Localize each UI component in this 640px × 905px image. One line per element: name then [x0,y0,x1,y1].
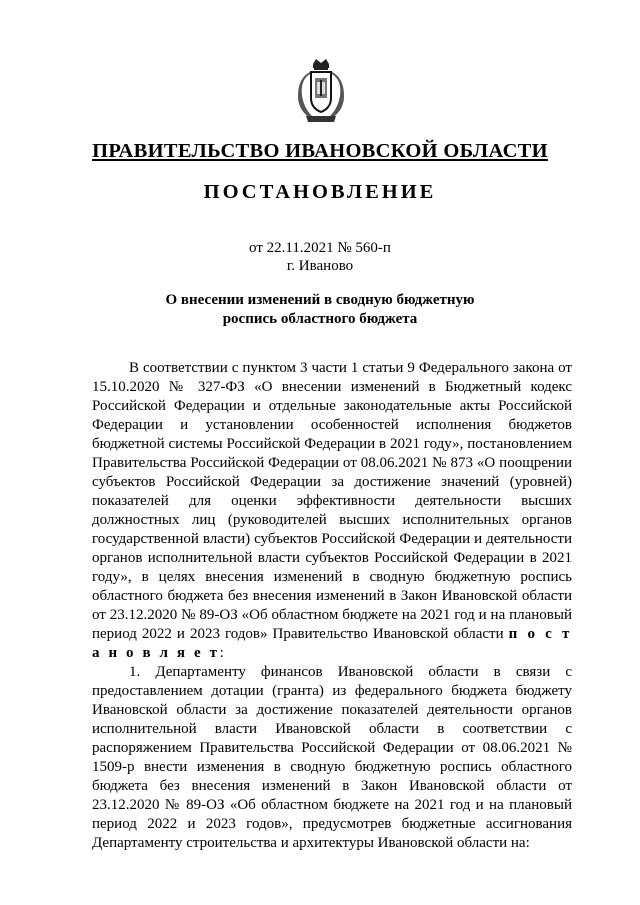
coat-of-arms-icon [296,58,346,126]
clause-1-paragraph: 1. Департаменту финансов Ивановской области в связи с предоставлением дотации (гранта) из федерального бюджета бюджету Ивановской области за достижение показателей деятельности органов исполнительной власти Ивановской области в соответствии с распоряжением Правительства Российской Федерации от 08.06.2021 № 1509-р внести изменения в сводную бюджетную роспись областного бюджета без внесения изменений в Закон Ивановской области от 23.12.2020 № 89-ОЗ «Об областном бюджете на 2021 год и на плановый период 2022 и 2023 годов», предусмотрев бюджетные ассигнования Департаменту строительства и архитектуры Ивановской области на: [92,664,572,851]
subject-line-1: О внесении изменений в сводную бюджетную [165,292,475,308]
document-body [92,359,572,853]
subject-line-2: роспись областного бюджета [222,311,418,327]
preamble-paragraph [92,359,572,663]
document-subject [0,291,640,329]
preamble-text: В соответствии с пунктом 3 части 1 статьи 9 Федерального закона от 15.10.2020 № 327-ФЗ «О внесении изменений в Бюджетный кодекс Российской Федерации и отдельные законодательные акты Российской Федерации и установлении особенностей исполнения бюджетов бюджетной системы Российской Федерации в 2021 году», постановлением Правительства Российской Федерации от 08.06.2021 № 873 «О поощрении субъектов Российской Федерации за достижение значений (уровней) показателей для оценки эффективности деятельности высших должностных лиц (руководителей высших исполнительных органов государственной власти) субъектов Российской Федерации и деятельности органов исполнительной власти субъектов Российской Федерации в 2021 году», в целях внесения изменений в сводную бюджетную роспись областного бюджета без внесения изменений в Закон Ивановской области от 23.12.2020 № 89-ОЗ «Об областном бюджете на 2021 год и на плановый период 2022 и 2023 годов» Правительство Ивановской области [92,360,572,642]
government-name: ПРАВИТЕЛЬСТВО ИВАНОВСКОЙ ОБЛАСТИ [92,140,548,162]
date-number: от 22.11.2021 № 560-п [249,240,391,256]
decree-word: п о с т а н о в л я е т [92,626,572,661]
document-type: ПОСТАНОВЛЕНИЕ [203,181,437,203]
decree-colon: : [219,645,224,661]
city: г. Иваново [286,258,354,274]
